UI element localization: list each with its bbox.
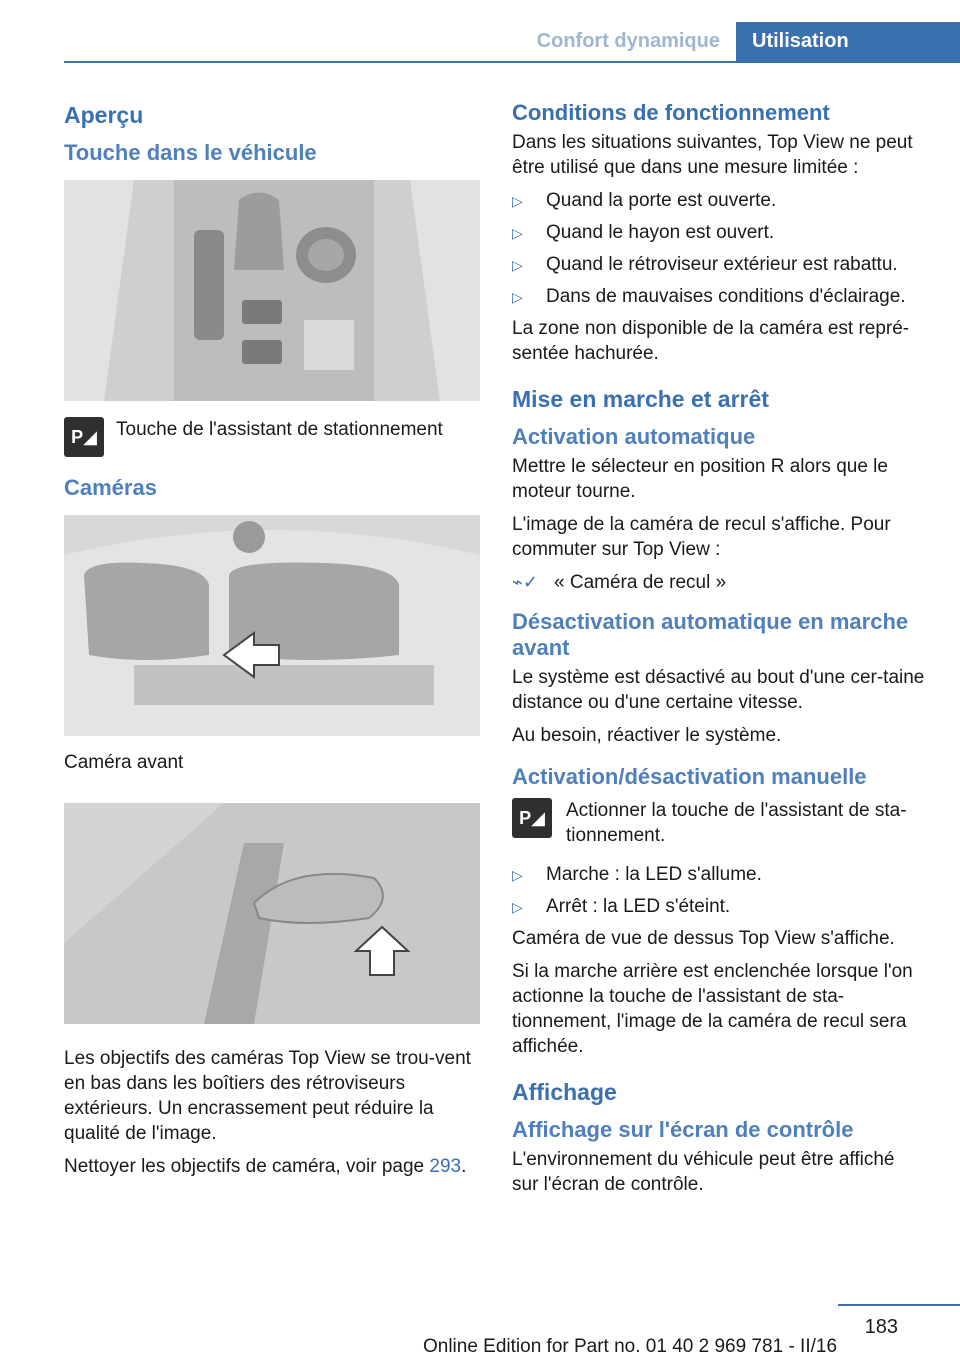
triangle-bullet-icon: ▷ xyxy=(512,225,523,241)
list-item: ▷ Dans de mauvaises conditions d'éclairage. xyxy=(512,284,926,309)
heading-manuelle: Activation/désactivation manuelle xyxy=(512,764,867,789)
heading-activation-auto: Activation automatique xyxy=(512,424,756,449)
list-item: ▷ Quand le rétroviseur extérieur est rabattu. xyxy=(512,252,926,277)
triangle-bullet-icon: ▷ xyxy=(512,899,523,915)
heading-apercu: Aperçu xyxy=(64,102,144,128)
triangle-bullet-icon: ▷ xyxy=(512,257,523,273)
heading-mise-en-marche: Mise en marche et arrêt xyxy=(512,386,769,412)
header-tab: Utilisation xyxy=(736,22,960,62)
heading-touche: Touche dans le véhicule xyxy=(64,140,317,165)
caption-front: Caméra avant xyxy=(64,752,184,773)
paragraph-desact-2: Au besoin, réactiver le système. xyxy=(512,725,782,746)
camera-switch-line xyxy=(512,570,926,595)
triangle-bullet-icon: ▷ xyxy=(512,867,523,883)
paragraph-auto-1: Mettre le sélecteur en position R alors que le moteur tourne. xyxy=(512,456,888,502)
photo-console xyxy=(64,180,480,401)
manual-list xyxy=(512,862,926,919)
photo-mirror-camera xyxy=(64,803,480,1024)
footer-rule xyxy=(838,1304,960,1306)
list-item: ▷ Quand la porte est ouverte. xyxy=(512,188,926,213)
parking-assist-icon: P◢ xyxy=(64,417,104,457)
caption-touche: Touche de l'assistant de stationnement xyxy=(116,419,443,440)
left-column xyxy=(64,100,480,1187)
paragraph-objectifs: Les objectifs des caméras Top View se trou-vent en bas dans les boîtiers des rétroviseurs extérieurs. Un encrassement peut réduire la qualité de l'image. xyxy=(64,1048,471,1144)
conditions-list xyxy=(512,188,926,309)
paragraph-recul: Si la marche arrière est enclenchée lorsque l'on actionne la touche de l'assistant de sta-tionnement, l'image de la caméra de recul sera affichée. xyxy=(512,961,913,1057)
photo-front-camera xyxy=(64,515,480,736)
right-column xyxy=(512,100,926,1205)
manual-instruction: Actionner la touche de l'assistant de sta-tionnement. xyxy=(566,800,907,846)
paragraph-topview: Caméra de vue de dessus Top View s'affiche. xyxy=(512,928,895,949)
footer-edition: Online Edition for Part no. 01 40 2 969 781 - II/16 xyxy=(422,1336,838,1357)
list-item: ▷ Arrêt : la LED s'éteint. xyxy=(512,894,926,919)
page-number: 183 xyxy=(864,1316,898,1338)
triangle-bullet-icon: ▷ xyxy=(512,289,523,305)
page-link-293[interactable]: 293 xyxy=(429,1156,462,1177)
heading-affichage: Affichage xyxy=(512,1079,617,1105)
camera-switch-text: « Caméra de recul » xyxy=(554,572,727,593)
heading-desactivation: Désactivation automatique en marche avant xyxy=(512,609,909,660)
list-item: ▷ Marche : la LED s'allume. xyxy=(512,862,926,887)
heading-ecran: Affichage sur l'écran de contrôle xyxy=(512,1117,854,1142)
header-rule xyxy=(64,61,960,63)
triangle-bullet-icon: ▷ xyxy=(512,193,523,209)
paragraph-conditions: Dans les situations suivantes, Top View ne peut être utilisé que dans une mesure limitée : xyxy=(512,132,913,178)
paragraph-nettoyer xyxy=(64,1154,480,1179)
header-section: Confort dynamique xyxy=(536,30,720,52)
nettoyer-end: . xyxy=(461,1156,467,1177)
parking-assist-icon: P◢ xyxy=(512,798,552,838)
paragraph-desact-1: Le système est désactivé au bout d'une cer-taine distance ou d'une certaine vitesse. xyxy=(512,667,925,713)
heading-conditions: Conditions de fonctionnement xyxy=(512,100,830,125)
manual-button-row xyxy=(512,798,926,848)
paragraph-zone: La zone non disponible de la caméra est repré-sentée hachurée. xyxy=(512,318,910,364)
heading-cameras: Caméras xyxy=(64,475,157,500)
paragraph-ecran: L'environnement du véhicule peut être affiché sur l'écran de contrôle. xyxy=(512,1149,895,1195)
list-item: ▷ Quand le hayon est ouvert. xyxy=(512,220,926,245)
nettoyer-text: Nettoyer les objectifs de caméra, voir page xyxy=(64,1156,430,1177)
camera-check-icon: ⌁✓ xyxy=(512,572,538,592)
paragraph-auto-2: L'image de la caméra de recul s'affiche. Pour commuter sur Top View : xyxy=(512,514,891,560)
